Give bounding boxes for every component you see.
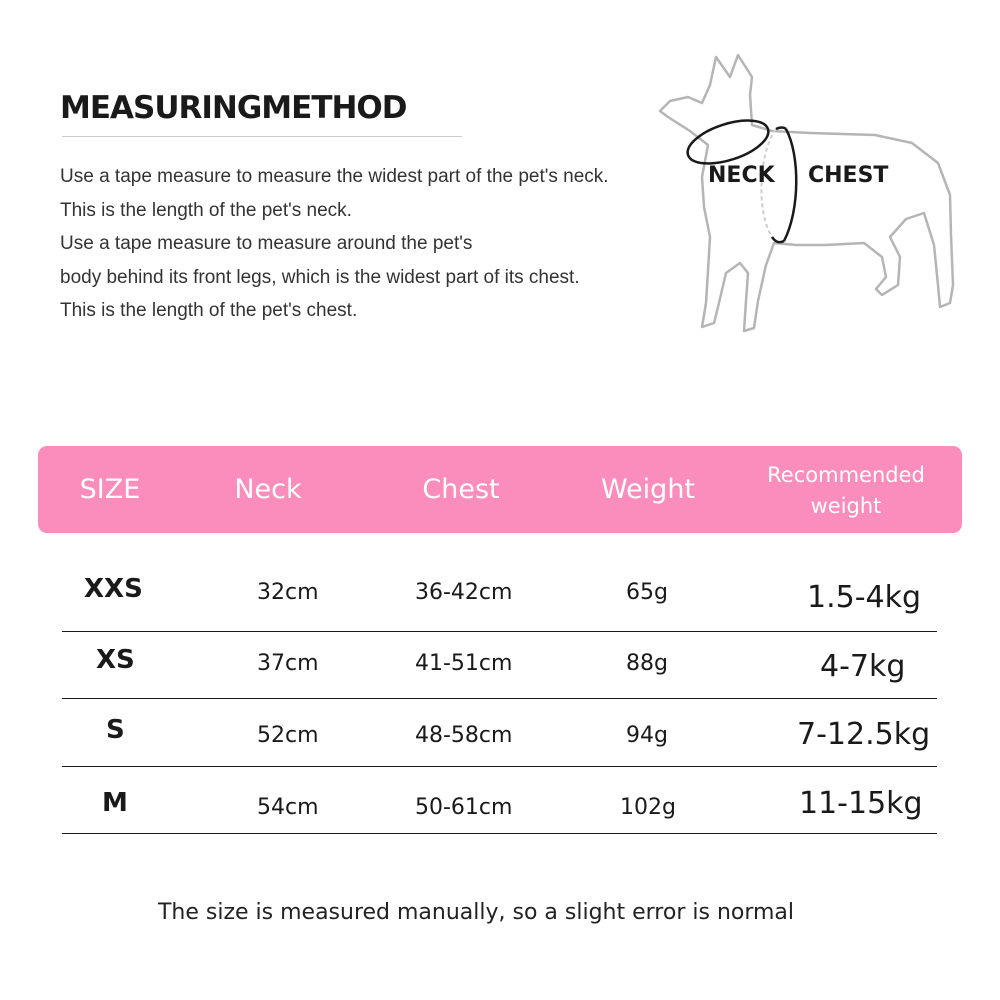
neck-cell: 32cm: [257, 580, 319, 605]
dog-measurement-diagram: [650, 45, 970, 345]
measuring-method-title: MEASURINGMETHOD: [60, 90, 407, 126]
chest-cell: 48-58cm: [415, 723, 513, 748]
recommended-weight-cell: 4-7kg: [820, 649, 906, 684]
table-row: [62, 564, 937, 632]
neck-cell: 37cm: [257, 651, 319, 676]
size-table-header: [38, 446, 962, 533]
instruction-line: This is the length of the pet's chest.: [60, 300, 358, 321]
header-chest: Chest: [422, 474, 500, 505]
size-cell: XXS: [84, 574, 143, 604]
header-weight: Weight: [600, 474, 696, 505]
header-neck: Neck: [234, 474, 302, 505]
header-size: SIZE: [79, 474, 141, 505]
table-row: [62, 766, 937, 834]
measuring-instructions: [60, 160, 700, 328]
weight-cell: 88g: [626, 651, 668, 676]
chest-label: CHEST: [808, 163, 889, 188]
size-cell: S: [106, 715, 125, 745]
weight-cell: 94g: [626, 723, 668, 748]
instruction-line: Use a tape measure to measure the widest part of the pet's neck.: [60, 166, 609, 187]
recommended-weight-cell: 1.5-4kg: [807, 580, 922, 615]
instruction-line: This is the length of the pet's neck.: [60, 199, 352, 221]
weight-cell: 65g: [626, 580, 668, 605]
measurement-disclaimer: The size is measured manually, so a slight error is normal: [157, 900, 795, 925]
instruction-line: Use a tape measure to measure around the pet's: [60, 233, 473, 254]
header-recommended-line2: weight: [810, 494, 882, 518]
chest-cell: 41-51cm: [415, 651, 513, 676]
table-row: [62, 699, 937, 767]
chest-cell: 36-42cm: [415, 580, 513, 605]
recommended-weight-cell: 11-15kg: [799, 786, 923, 821]
table-row: [62, 631, 937, 699]
title-divider: [62, 136, 462, 137]
dog-outline-icon: [650, 45, 970, 345]
size-cell: M: [102, 788, 128, 818]
instruction-line: body behind its front legs, which is the widest part of its chest.: [60, 266, 580, 288]
neck-cell: 54cm: [257, 795, 319, 820]
chest-cell: 50-61cm: [415, 795, 513, 820]
neck-label: NECK: [708, 163, 775, 188]
weight-cell: 102g: [620, 795, 676, 820]
size-cell: XS: [96, 645, 135, 675]
header-recommended-weight: [751, 460, 941, 522]
neck-cell: 52cm: [257, 723, 319, 748]
header-recommended-line1: Recommended: [767, 463, 925, 487]
recommended-weight-cell: 7-12.5kg: [797, 717, 931, 752]
